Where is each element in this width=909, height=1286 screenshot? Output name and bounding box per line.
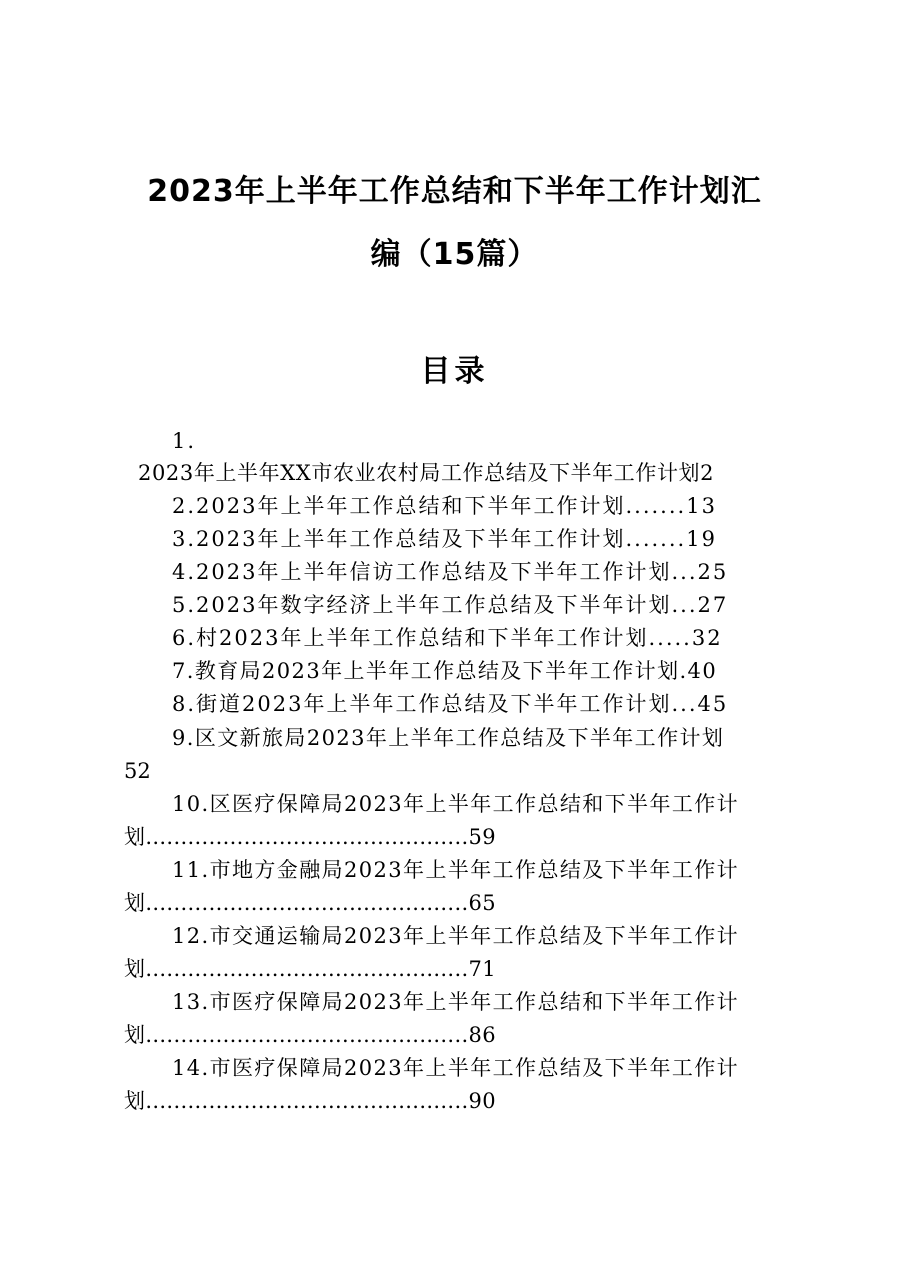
- toc-entry-11-page[interactable]: 划..............................................65: [124, 891, 496, 915]
- toc-heading: 目录: [420, 354, 489, 389]
- toc-entry-10[interactable]: 10.区医疗保障局2023年上半年工作总结和下半年工作计: [172, 792, 740, 816]
- toc-entry-12-page[interactable]: 划..............................................71: [124, 957, 496, 981]
- toc-entry-1[interactable]: 2023年上半年XX市农业农村局工作总结及下半年工作计划2: [138, 461, 715, 485]
- toc-entry-13-page[interactable]: 划..............................................86: [124, 1023, 496, 1047]
- toc-entry-10-page[interactable]: 划..............................................59: [124, 825, 496, 849]
- toc-entry-2[interactable]: 2.2023年上半年工作总结和下半年工作计划.......13: [172, 494, 717, 518]
- toc-entry-6[interactable]: 6.村2023年上半年工作总结和下半年工作计划.....32: [172, 626, 723, 650]
- toc-entry-12[interactable]: 12.市交通运输局2023年上半年工作总结及下半年工作计: [172, 924, 740, 948]
- toc-entry-14[interactable]: 14.市医疗保障局2023年上半年工作总结及下半年工作计: [172, 1056, 740, 1080]
- document-title-line-2: 编（15篇）: [370, 237, 539, 272]
- toc-entry-11[interactable]: 11.市地方金融局2023年上半年工作总结及下半年工作计: [172, 858, 740, 882]
- toc-entry-7[interactable]: 7.教育局2023年上半年工作总结及下半年工作计划.40: [172, 659, 718, 683]
- toc-entry-9[interactable]: 9.区文新旅局2023年上半年工作总结及下半年工作计划: [172, 726, 725, 750]
- toc-entry-14-page[interactable]: 划..............................................90: [124, 1089, 496, 1113]
- toc-entry-5[interactable]: 5.2023年数字经济上半年工作总结及下半年计划...27: [172, 593, 729, 617]
- toc-entry-9-page[interactable]: 52: [124, 759, 151, 783]
- toc-entry-13[interactable]: 13.市医疗保障局2023年上半年工作总结和下半年工作计: [172, 990, 740, 1014]
- toc-entry-1-number[interactable]: 1.: [172, 429, 197, 453]
- document-title-line-1: 2023年上半年工作总结和下半年工作计划汇: [147, 174, 762, 209]
- toc-entry-3[interactable]: 3.2023年上半年工作总结及下半年工作计划.......19: [172, 527, 717, 551]
- toc-entry-4[interactable]: 4.2023年上半年信访工作总结及下半年工作计划...25: [172, 560, 729, 584]
- toc-entry-8[interactable]: 8.街道2023年上半年工作总结及下半年工作计划...45: [172, 692, 729, 716]
